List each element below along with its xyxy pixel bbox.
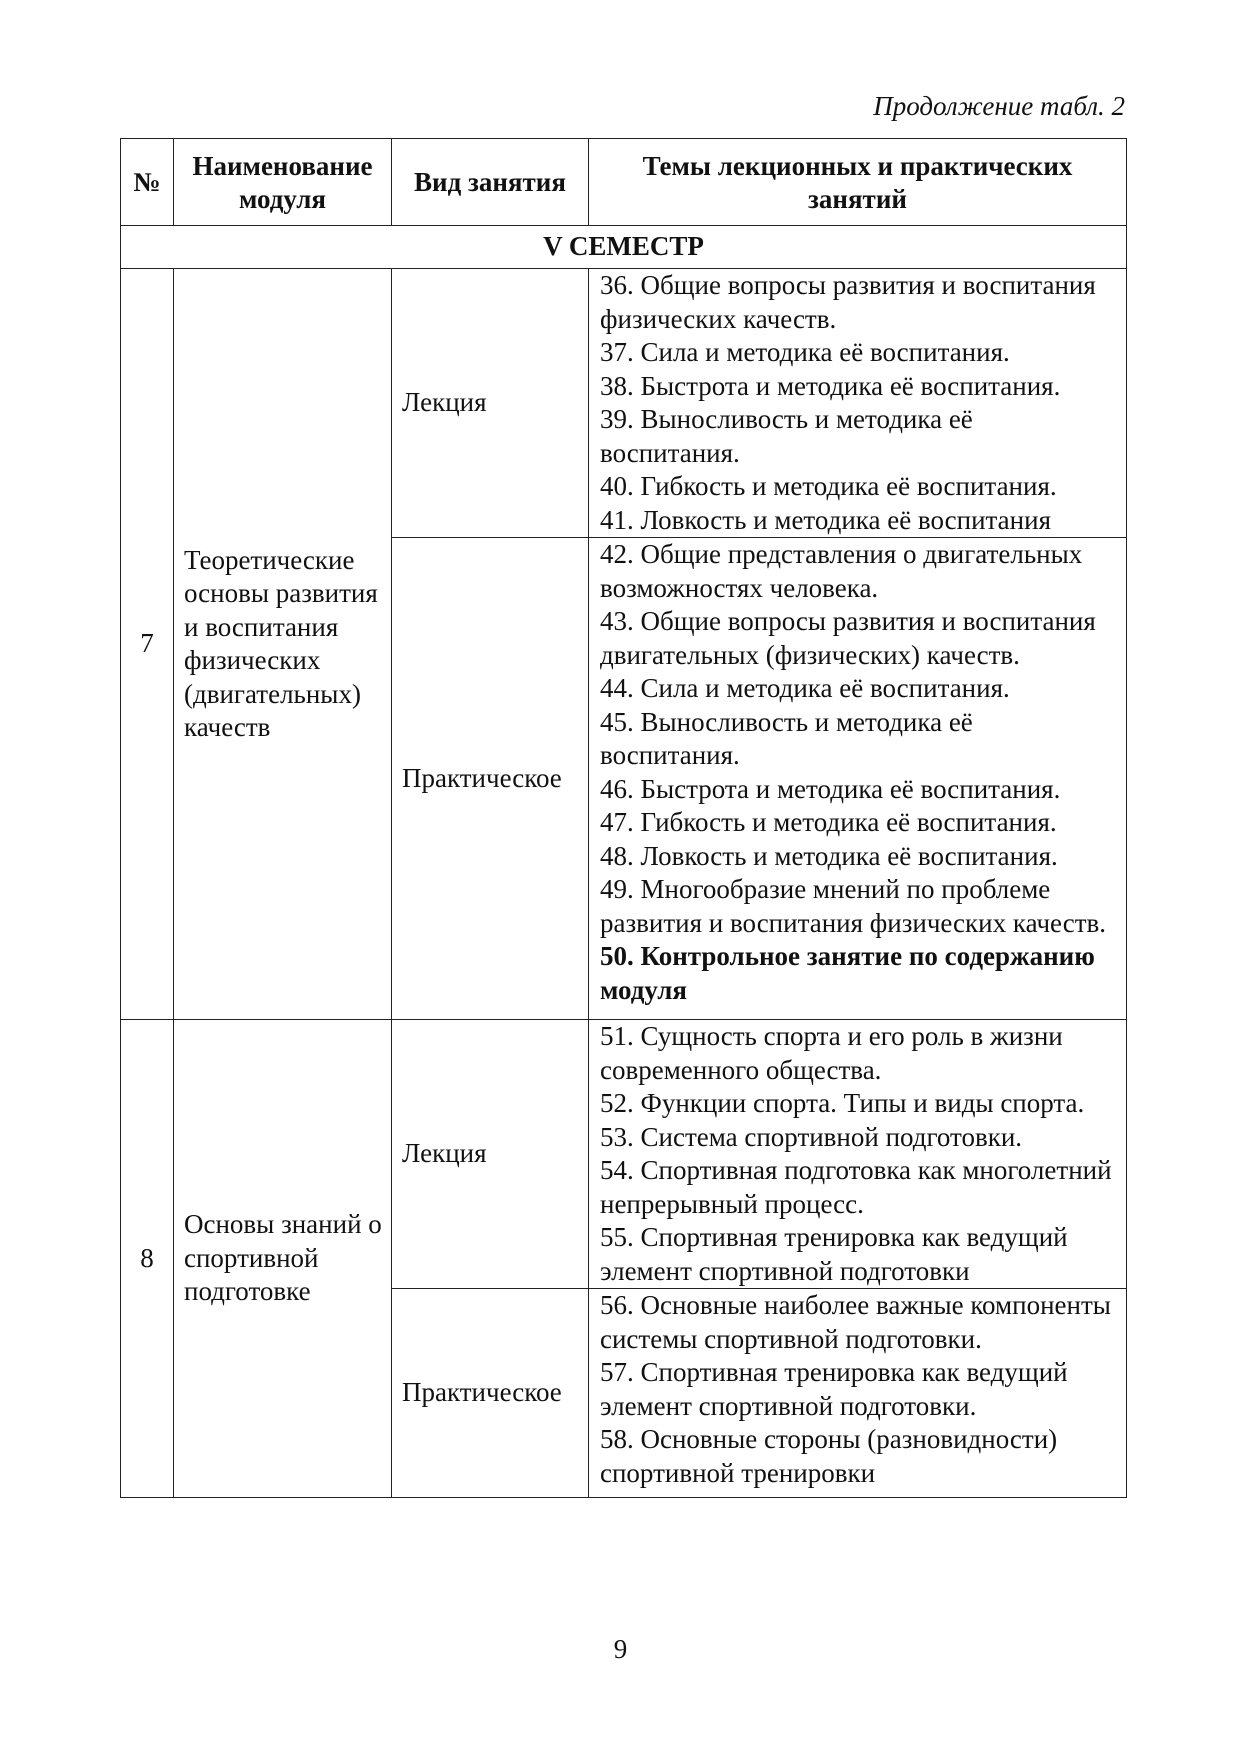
topic-item: 43. Общие вопросы развития и воспитания двигательных (физических) качеств.	[600, 606, 1096, 670]
topic-item: 52. Функции спорта. Типы и виды спорта.	[600, 1088, 1085, 1118]
page-number: 9	[613, 1634, 628, 1664]
topic-item: 37. Сила и методика её воспитания.	[600, 337, 1010, 367]
topic-item: 41. Ловкость и методика её воспитания	[600, 504, 1051, 535]
topic-item: 47. Гибкость и методика её воспитания.	[600, 807, 1057, 837]
topic-item: 55. Спортивная тренировка как ведущий элемент спортивной подготовки	[600, 1222, 1068, 1286]
module-name: Основы знаний о спортивной подготовке	[174, 1020, 392, 1498]
header-num: №	[121, 139, 174, 226]
curriculum-table	[120, 138, 1127, 1498]
header-module: Наименование модуля	[174, 139, 392, 226]
topic-item: 42. Общие представления о двигательных возможностях человека.	[600, 539, 1083, 603]
topics-list	[589, 1020, 1127, 1289]
header-topics: Темы лекционных и практических занятий	[589, 139, 1127, 226]
topic-item: 38. Быстрота и методика её воспитания.	[600, 370, 1061, 401]
topic-item: 36. Общие вопросы развития и воспитания физических качеств.	[600, 270, 1096, 334]
topics-list	[589, 1289, 1127, 1498]
header-type: Вид занятия	[392, 139, 589, 226]
topic-item: 46. Быстрота и методика её воспитания.	[600, 773, 1061, 804]
topic-item: 39. Выносливость и методика её воспитания.	[600, 404, 973, 468]
topic-item: 58. Основные стороны (разновидности) спортивной тренировки	[600, 1424, 1058, 1488]
semester-row	[121, 226, 1127, 269]
table-row	[121, 1020, 1127, 1289]
topics-list	[589, 538, 1127, 1020]
topic-item: 56. Основные наиболее важные компоненты системы спортивной подготовки.	[600, 1290, 1111, 1354]
table-header-row	[121, 139, 1127, 226]
session-type: Лекция	[392, 269, 589, 538]
table-row	[121, 269, 1127, 538]
session-type: Практическое	[392, 1289, 589, 1498]
topic-item: 40. Гибкость и методика её воспитания.	[600, 471, 1057, 501]
module-number: 7	[121, 269, 174, 1020]
session-type: Лекция	[392, 1020, 589, 1289]
topic-item: 48. Ловкость и методика её воспитания.	[600, 840, 1058, 871]
topic-item: 49. Многообразие мнений по проблеме развития и воспитания физических качеств.	[600, 874, 1106, 938]
topic-item: 44. Сила и методика её воспитания.	[600, 673, 1010, 703]
topics-list	[589, 269, 1127, 538]
semester-label: V СЕМЕСТР	[121, 226, 1127, 269]
module-name: Теоретические основы развития и воспитания физических (двигательных) качеств	[174, 269, 392, 1020]
topic-item: 53. Система спортивной подготовки.	[600, 1121, 1023, 1152]
module-number: 8	[121, 1020, 174, 1498]
topic-item: 51. Сущность спорта и его роль в жизни современного общества.	[600, 1021, 1063, 1085]
topic-item: 50. Контрольное занятие по содержанию модуля	[600, 941, 1095, 1005]
topic-item: 54. Спортивная подготовка как многолетний непрерывный процесс.	[600, 1155, 1112, 1219]
topic-item: 45. Выносливость и методика её воспитания.	[600, 706, 973, 770]
session-type: Практическое	[392, 538, 589, 1020]
table-continuation-label: Продолжение табл. 2	[873, 91, 1125, 121]
topic-item: 57. Спортивная тренировка как ведущий элемент спортивной подготовки.	[600, 1357, 1068, 1421]
